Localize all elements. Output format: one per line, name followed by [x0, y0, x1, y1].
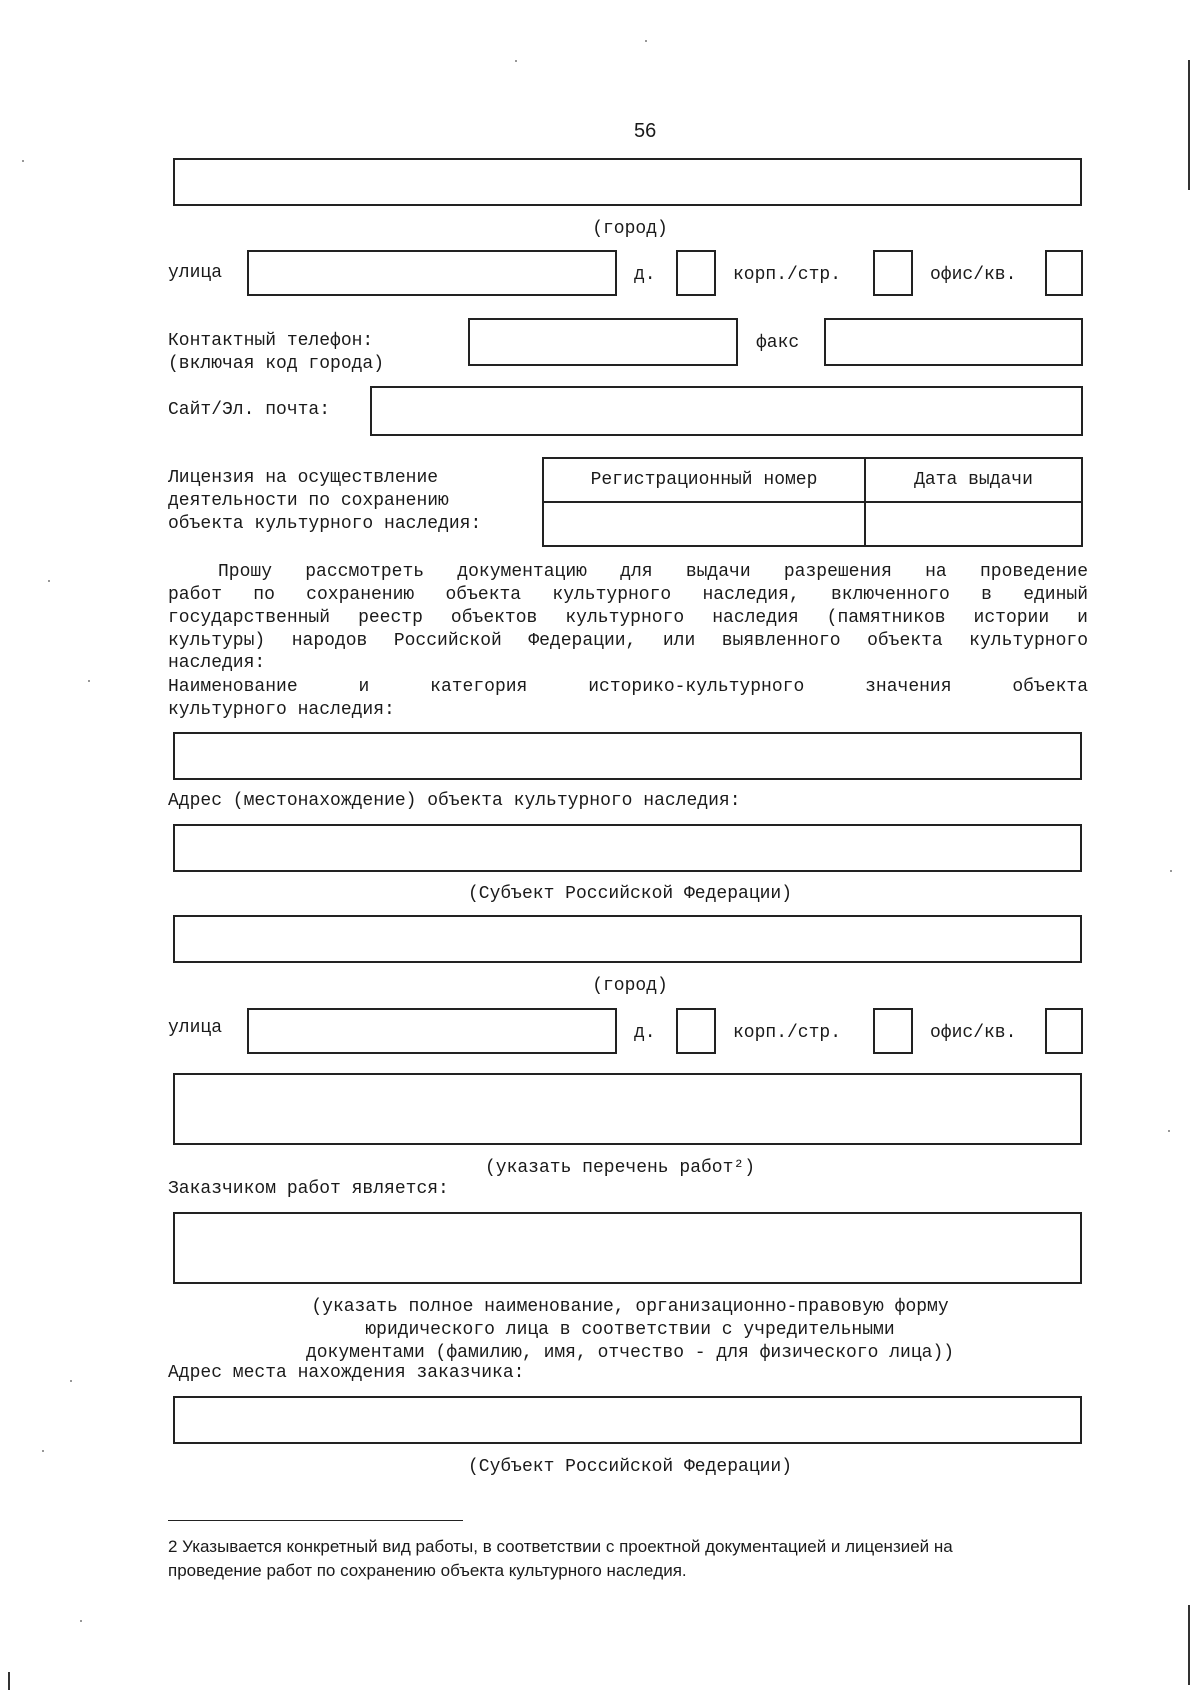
object-name-label: Наименование и категория историко-культурного значения объекта — [168, 677, 1088, 697]
request-paragraph-line-1: Прошу рассмотреть документацию для выдачи разрешения на проведение — [218, 562, 1088, 582]
building-label: корп./стр. — [733, 265, 842, 285]
object-address-label: Адрес (местонахождение) объекта культурного наследия: — [168, 791, 741, 811]
request-paragraph-line-4: культуры) народов Российской Федерации, или выявленного объекта культурного — [168, 631, 1088, 651]
object-building-field[interactable] — [873, 1008, 913, 1054]
request-paragraph-line-2: работ по сохранению объекта культурного наследия, включенного в единый — [168, 585, 1088, 605]
scan-edge-mark-bottom — [1188, 1605, 1190, 1685]
object-house-label: д. — [634, 1023, 656, 1043]
customer-caption-line-1: (указать полное наименование, организационно-правовую форму — [311, 1297, 949, 1317]
house-field[interactable] — [676, 250, 716, 296]
license-label-line-1: Лицензия на осуществление — [168, 468, 439, 488]
license-label-line-2: деятельности по сохранению — [168, 491, 449, 511]
customer-caption-line-2: юридического лица в соответствии с учредительными — [365, 1320, 895, 1340]
license-issue-date-cell[interactable] — [865, 502, 1082, 546]
object-street-label: улица — [168, 1018, 223, 1038]
object-street-field[interactable] — [247, 1008, 617, 1054]
site-email-label: Сайт/Эл. почта: — [168, 400, 331, 420]
object-name-field[interactable] — [173, 732, 1082, 780]
footnote-line-2: проведение работ по сохранению объекта культурного наслeдия. — [168, 1561, 687, 1580]
office-label: офис/кв. — [930, 265, 1017, 285]
footnote-separator — [168, 1520, 463, 1521]
object-building-label: корп./стр. — [733, 1023, 842, 1043]
house-label: д. — [634, 265, 656, 285]
phone-label-note: (включая код города) — [168, 354, 385, 374]
fax-field[interactable] — [824, 318, 1083, 366]
customer-address-label: Адрес места нахождения заказчика: — [168, 1363, 525, 1383]
fax-label: факс — [756, 333, 800, 353]
license-col-issue-date: Дата выдачи — [865, 458, 1082, 502]
object-name-label-cont: культурного наследия: — [168, 700, 395, 720]
works-list-field[interactable] — [173, 1073, 1082, 1145]
object-city-caption: (город) — [592, 976, 668, 996]
license-col-reg-number: Регистрационный номер — [543, 458, 865, 502]
street-label: улица — [168, 263, 223, 283]
phone-field[interactable] — [468, 318, 738, 366]
footnote-line-1: 2 Указывается конкретный вид работы, в соответствии с проектной документацией и лицензией на — [168, 1537, 953, 1556]
scan-edge-mark — [1188, 60, 1190, 190]
street-field[interactable] — [247, 250, 617, 296]
scan-corner-mark — [8, 1672, 10, 1690]
works-list-caption: (указать перечень работ²) — [484, 1158, 756, 1178]
page-number: 56 — [634, 120, 657, 142]
customer-subject-caption: (Субъект Российской Федерации) — [467, 1457, 793, 1477]
site-email-field[interactable] — [370, 386, 1083, 436]
office-field[interactable] — [1045, 250, 1083, 296]
request-paragraph-line-5: наследия: — [168, 653, 266, 673]
customer-subject-field[interactable] — [173, 1396, 1082, 1444]
org-city-caption: (город) — [592, 219, 668, 239]
object-subject-field[interactable] — [173, 824, 1082, 872]
object-office-label: офис/кв. — [930, 1023, 1017, 1043]
license-table — [542, 457, 1083, 547]
phone-label: Контактный телефон: — [168, 331, 374, 351]
customer-name-field[interactable] — [173, 1212, 1082, 1284]
license-label-line-3: объекта культурного наследия: — [168, 514, 482, 534]
org-city-field[interactable] — [173, 158, 1082, 206]
object-house-field[interactable] — [676, 1008, 716, 1054]
object-subject-caption: (Субъект Российской Федерации) — [467, 884, 793, 904]
object-office-field[interactable] — [1045, 1008, 1083, 1054]
building-field[interactable] — [873, 250, 913, 296]
customer-label: Заказчиком работ является: — [168, 1179, 449, 1199]
license-reg-number-cell[interactable] — [543, 502, 865, 546]
object-city-field[interactable] — [173, 915, 1082, 963]
request-paragraph-line-3: государственный реестр объектов культурного наследия (памятников истории и — [168, 608, 1088, 628]
customer-caption-line-3: документами (фамилию, имя, отчество - для физического лица)) — [305, 1343, 955, 1363]
